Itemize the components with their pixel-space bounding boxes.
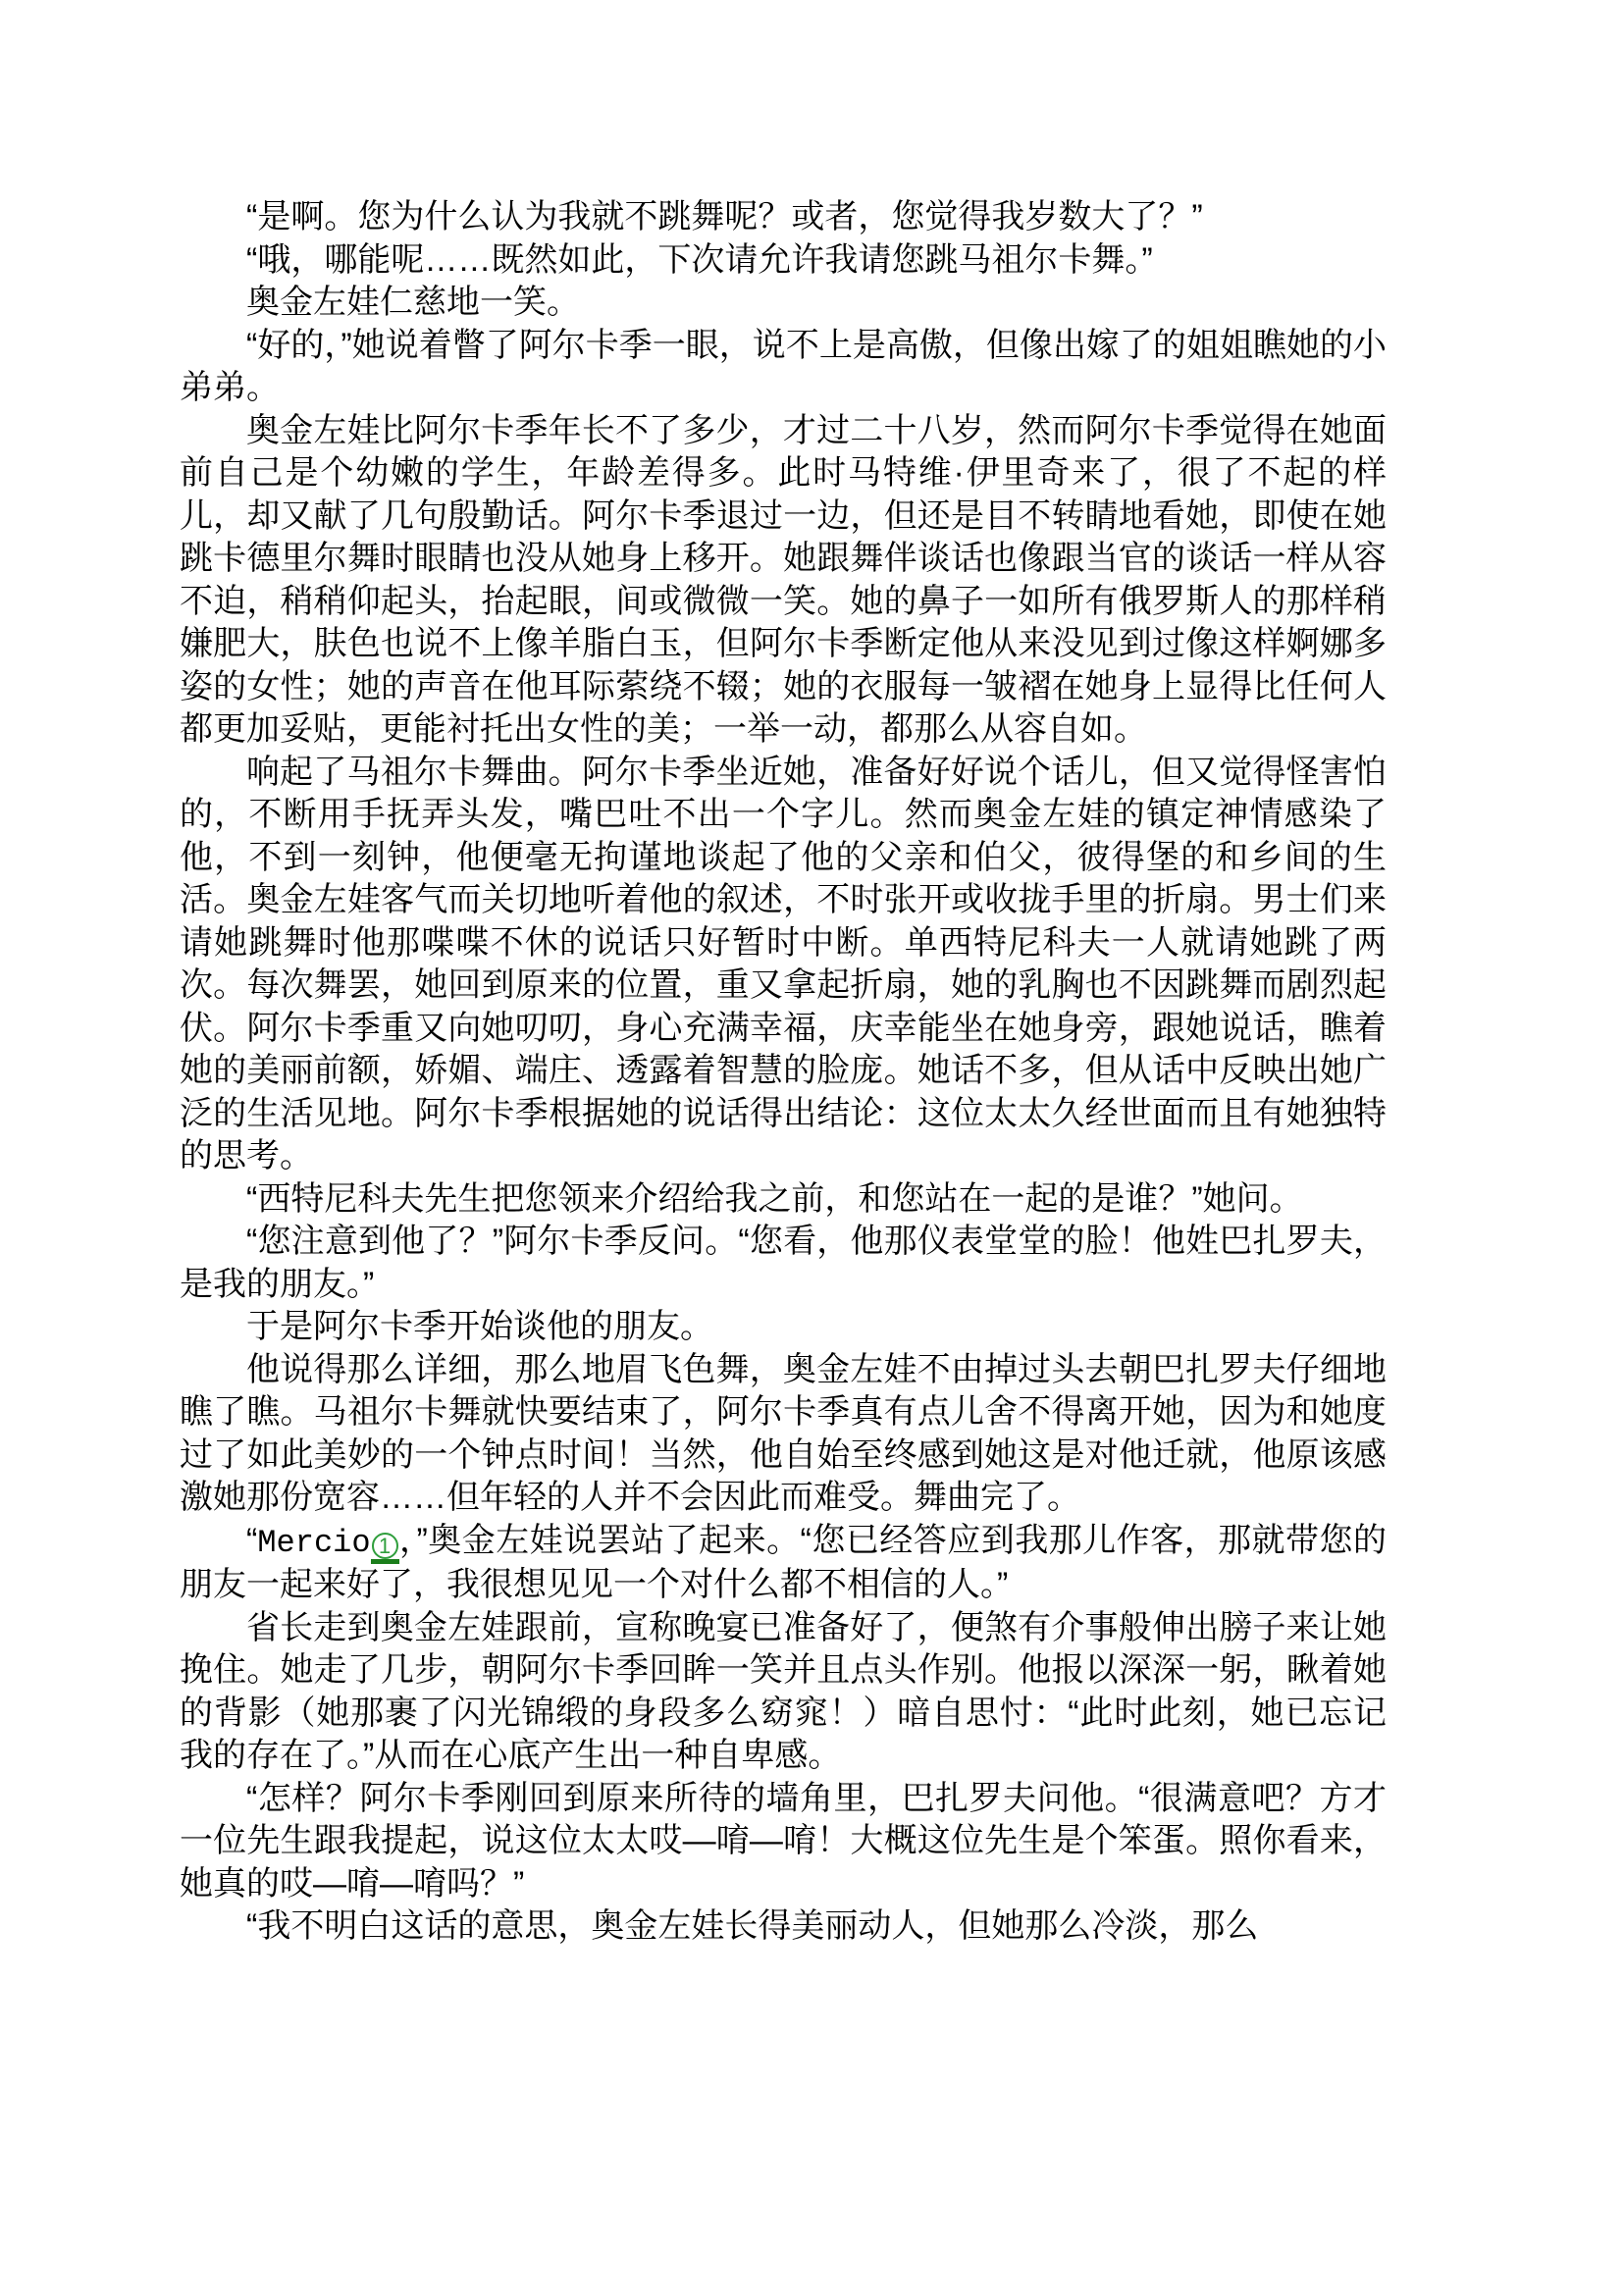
paragraph-2: “哦，哪能呢……既然如此，下次请允许我请您跳马祖尔卡舞。” [246, 240, 1153, 279]
cjk-text: “ [246, 1521, 258, 1559]
paragraph-8: “您注意到他了？”阿尔卡季反问。“您看，他那仪表堂堂的脸！他姓巴扎罗夫，是我的朋友。” [180, 1223, 1387, 1303]
paragraph-6: 响起了马祖尔卡舞曲。阿尔卡季坐近她，准备好好说个话儿，但又觉得怪害怕的，不断用手抚弄头发，嘴巴吐不出一个字儿。然而奥金左娃的镇定神情感染了他，不到一刻钟，他便毫无拘谨地谈起了他的父亲和伯父，彼得堡的和乡间的生活。奥金左娃客气而关切地听着他的叙述，不时张开或收拢手里的折扇。男士们来请她跳舞时他那喋喋不休的说话只好暂时中断。单西特尼科夫一人就请她跳了两次。每次舞罢，她回到原来的位置，重又拿起折扇，她的乳胸也不因跳舞而剧烈起伏。阿尔卡季重又向她叨叨，身心充满幸福，庆幸能坐在她身旁，跟她说话，瞧着她的美丽前额，娇媚、端庄、透露着智慧的脸庞。她话不多，但从话中反映出她广泛的生活见地。阿尔卡季根据她的说话得出结论：这位太太久经世面而且有她独特的思考。 [180, 753, 1387, 1174]
footnote-link[interactable] [371, 1533, 399, 1564]
footnote-marker: 1 [372, 1533, 398, 1559]
latin-word: Mercio [257, 1524, 371, 1561]
text-block [180, 196, 1387, 1949]
paragraph-7: “西特尼科夫先生把您领来介绍给我之前，和您站在一起的是谁？”她问。 [246, 1179, 1303, 1218]
paragraph-12: 省长走到奥金左娃跟前，宣称晚宴已准备好了，便煞有介事般伸出膀子来让她挽住。她走了几步，朝阿尔卡季回眸一笑并且点头作别。他报以深深一躬，瞅着她的背影（她那裹了闪光锦缎的身段多么窈窕！）暗自思忖：“此时此刻，她已忘记我的存在了。”从而在心底产生出一种自卑感。 [180, 1608, 1387, 1775]
paragraph-3: 奥金左娃仁慈地一笑。 [246, 284, 580, 321]
paragraph-14: “我不明白这话的意思，奥金左娃长得美丽动人，但她那么冷淡，那么 [246, 1907, 1259, 1946]
paragraph-5: 奥金左娃比阿尔卡季年长不了多少，才过二十八岁，然而阿尔卡季觉得在她面前自己是个幼嫩的学生，年龄差得多。此时马特维·伊里奇来了，很了不起的样儿，却又献了几句殷勤话。阿尔卡季退过一边，但还是目不转睛地看她，即使在她跳卡德里尔舞时眼睛也没从她身上移开。她跟舞伴谈话也像跟当官的谈话一样从容不迫，稍稍仰起头，抬起眼，间或微微一笑。她的鼻子一如所有俄罗斯人的那样稍嫌肥大，肤色也说不上像羊脂白玉，但阿尔卡季断定他从来没见到过像这样婀娜多姿的女性；她的声音在他耳际萦绕不辍；她的衣服每一皱褶在她身上显得比任何人都更加妥贴，更能衬托出女性的美；一举一动，都那么从容自如。 [180, 411, 1387, 748]
paragraph-9: 于是阿尔卡季开始谈他的朋友。 [246, 1308, 713, 1345]
paragraph-10: 他说得那么详细，那么地眉飞色舞，奥金左娃不由掉过头去朝巴扎罗夫仔细地瞧了瞧。马祖尔卡舞就快要结束了，阿尔卡季真有点儿舍不得离开她，因为和她度过了如此美妙的一个钟点时间！当然，他自始至终感到她这是对他迁就，他原该感激她那份宽容……但年轻的人并不会因此而难受。舞曲完了。 [180, 1350, 1387, 1516]
paragraph-13: “怎样？阿尔卡季刚回到原来所待的墙角里，巴扎罗夫问他。“很满意吧？方才一位先生跟我提起，说这位太太哎—唷—唷！大概这位先生是个笨蛋。照你看来，她真的哎—唷—唷吗？” [180, 1779, 1387, 1903]
cjk-text: ，”奥金左娃说罢站了起来。“您已经答应到我那儿作客，那就带您的朋友一起来好了，我很想见见一个对什么都不相信的人。” [180, 1521, 1387, 1604]
paragraph-1: “是啊。您为什么认为我就不跳舞呢？或者，您觉得我岁数大了？” [246, 198, 1203, 235]
paragraph-4: “好的，”她说着瞥了阿尔卡季一眼，说不上是高傲，但像出嫁了的姐姐瞧她的小弟弟。 [180, 326, 1387, 406]
paragraph-11 [180, 1520, 1387, 1607]
